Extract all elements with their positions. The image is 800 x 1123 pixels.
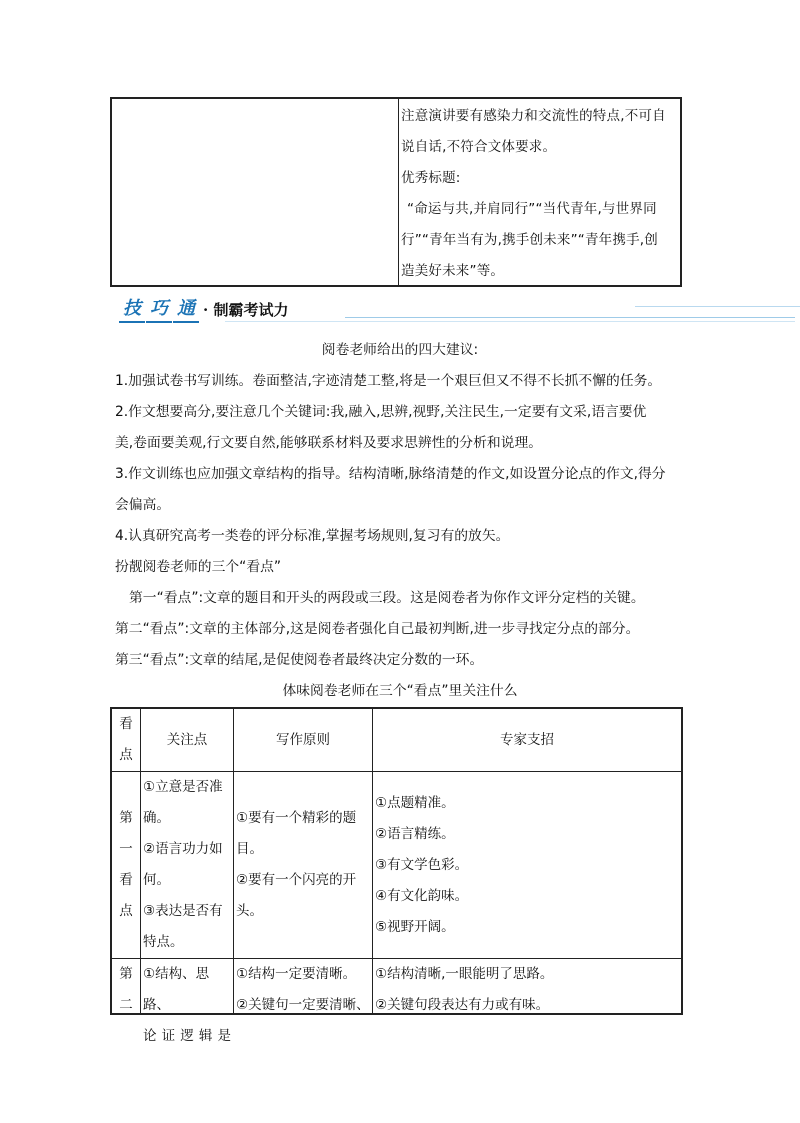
label-char: 二: [119, 997, 133, 1013]
text-line: 行”“青年当有为,携手创未来”“青年携手,创: [401, 232, 658, 248]
tips-cell: [373, 959, 683, 1015]
text-line: 优秀标题:: [401, 170, 461, 186]
header-char: 看: [119, 716, 133, 732]
cell-line: 头。: [236, 903, 263, 919]
paragraph-line: 2.作文想要高分,要注意几个关键词:我,融入,思辨,视野,关注民生,一定要有文采,语言要优: [115, 404, 647, 420]
table-title: 体味阅卷老师在三个“看点”里关注什么: [282, 683, 518, 699]
text-line: 造美好未来”等。: [401, 263, 505, 279]
focus-table: [110, 707, 683, 1044]
cell-line: ③有文学色彩。: [375, 856, 469, 873]
point-line: 第二“看点”:文章的主体部分,这是阅卷者强化自己最初判断,进一步寻找定分点的部分。: [115, 621, 640, 637]
point-line: 第三“看点”:文章的结尾,是促使阅卷者最终决定分数的一环。: [115, 652, 484, 668]
banner-title: · 制霸考试力: [203, 301, 289, 319]
point-line: 第一“看点”:文章的题目和开头的两段或三段。这是阅卷者为你作文评分定档的关键。: [129, 590, 645, 606]
cell-line: ②语言功力如: [143, 841, 223, 857]
label-char: 一: [119, 841, 133, 857]
body-text: [115, 335, 685, 707]
header-cell: 关注点: [141, 708, 234, 772]
paragraph-line: 美,卷面要美观,行文要自然,能够联系材料及要求思辨性的分析和说理。: [115, 435, 543, 451]
cell-line: ①结构清晰,一眼能明了思路。: [375, 966, 554, 982]
cell-line: ②关键句段表达有力或有味。: [375, 997, 550, 1013]
header-cell: 写作原则: [234, 708, 373, 772]
focus-cell: [141, 959, 234, 1044]
cell-line: ①点题精准。: [375, 794, 455, 811]
cell-line: ①要有一个精彩的题: [236, 810, 357, 826]
header-cell: 专家支招: [373, 708, 683, 772]
paragraph-line: 4.认真研究高考一类卷的评分标准,掌握考场规则,复习有的放矢。: [115, 528, 510, 544]
top-table-right-cell: [401, 101, 681, 287]
banner-decor-line: [225, 321, 795, 322]
top-table: [110, 97, 682, 287]
banner-char: 巧: [146, 297, 172, 323]
text-line: 注意演讲要有感染力和交流性的特点,不可自: [401, 108, 666, 124]
paragraph-line: 扮靓阅卷老师的三个“看点”: [115, 559, 282, 575]
header-cell: [111, 708, 141, 772]
cell-line: 特点。: [143, 934, 184, 950]
cell-line: ①结构、思路、: [143, 966, 210, 1013]
cell-line: 论 证 逻 辑 是: [143, 1028, 231, 1044]
paragraph-line: 会偏高。: [115, 497, 171, 513]
banner-char: 通: [173, 297, 199, 323]
table-header-row: [111, 708, 682, 772]
label-char: 第: [119, 966, 133, 982]
cell-line: ⑤视野开阔。: [375, 918, 455, 935]
principle-cell: [234, 959, 373, 1015]
banner-decor-line: [345, 317, 795, 318]
cell-line: 确。: [143, 810, 170, 826]
header-char: 点: [119, 747, 133, 763]
table-row: [111, 772, 682, 959]
banner-logo: [119, 297, 200, 323]
table-row: [111, 959, 682, 1015]
cell-line: ①结构一定要清晰。: [236, 966, 357, 982]
principle-cell: [234, 772, 373, 959]
focus-cell: [141, 772, 234, 959]
row-label: [111, 772, 141, 959]
section-heading: 阅卷老师给出的四大建议:: [321, 342, 479, 358]
section-banner: [115, 296, 795, 326]
paragraph-line: 1.加强试卷书写训练。卷面整洁,字迹清楚工整,将是一个艰巨但又不得不长抓不懈的任务。: [115, 373, 662, 389]
cell-line: 何。: [143, 872, 170, 888]
cell-line: 目。: [236, 841, 263, 857]
label-char: 第: [119, 810, 133, 826]
text-line: “命运与共,并肩同行”“当代青年,与世界同: [407, 201, 657, 217]
cell-line: ③表达是否有: [143, 903, 223, 919]
banner-decor-line: [635, 306, 800, 307]
text-line: 说自话,不符合文体要求。: [401, 139, 557, 155]
label-char: 点: [119, 903, 133, 919]
label-char: 看: [119, 872, 133, 888]
cell-line: ①立意是否准: [143, 779, 223, 795]
banner-char: 技: [119, 297, 145, 323]
cell-line: ②要有一个闪亮的开: [236, 872, 357, 888]
cell-line: ④有文化韵味。: [375, 887, 469, 904]
tips-cell: [373, 772, 683, 959]
cell-line: ②语言精练。: [375, 825, 455, 842]
paragraph-line: 3.作文训练也应加强文章结构的指导。结构清晰,脉络清楚的作文,如设置分论点的作文,得分: [115, 466, 666, 482]
table-divider: [398, 99, 399, 285]
cell-line: ②关键句一定要清晰、: [236, 997, 370, 1013]
row-label: [111, 959, 141, 1015]
